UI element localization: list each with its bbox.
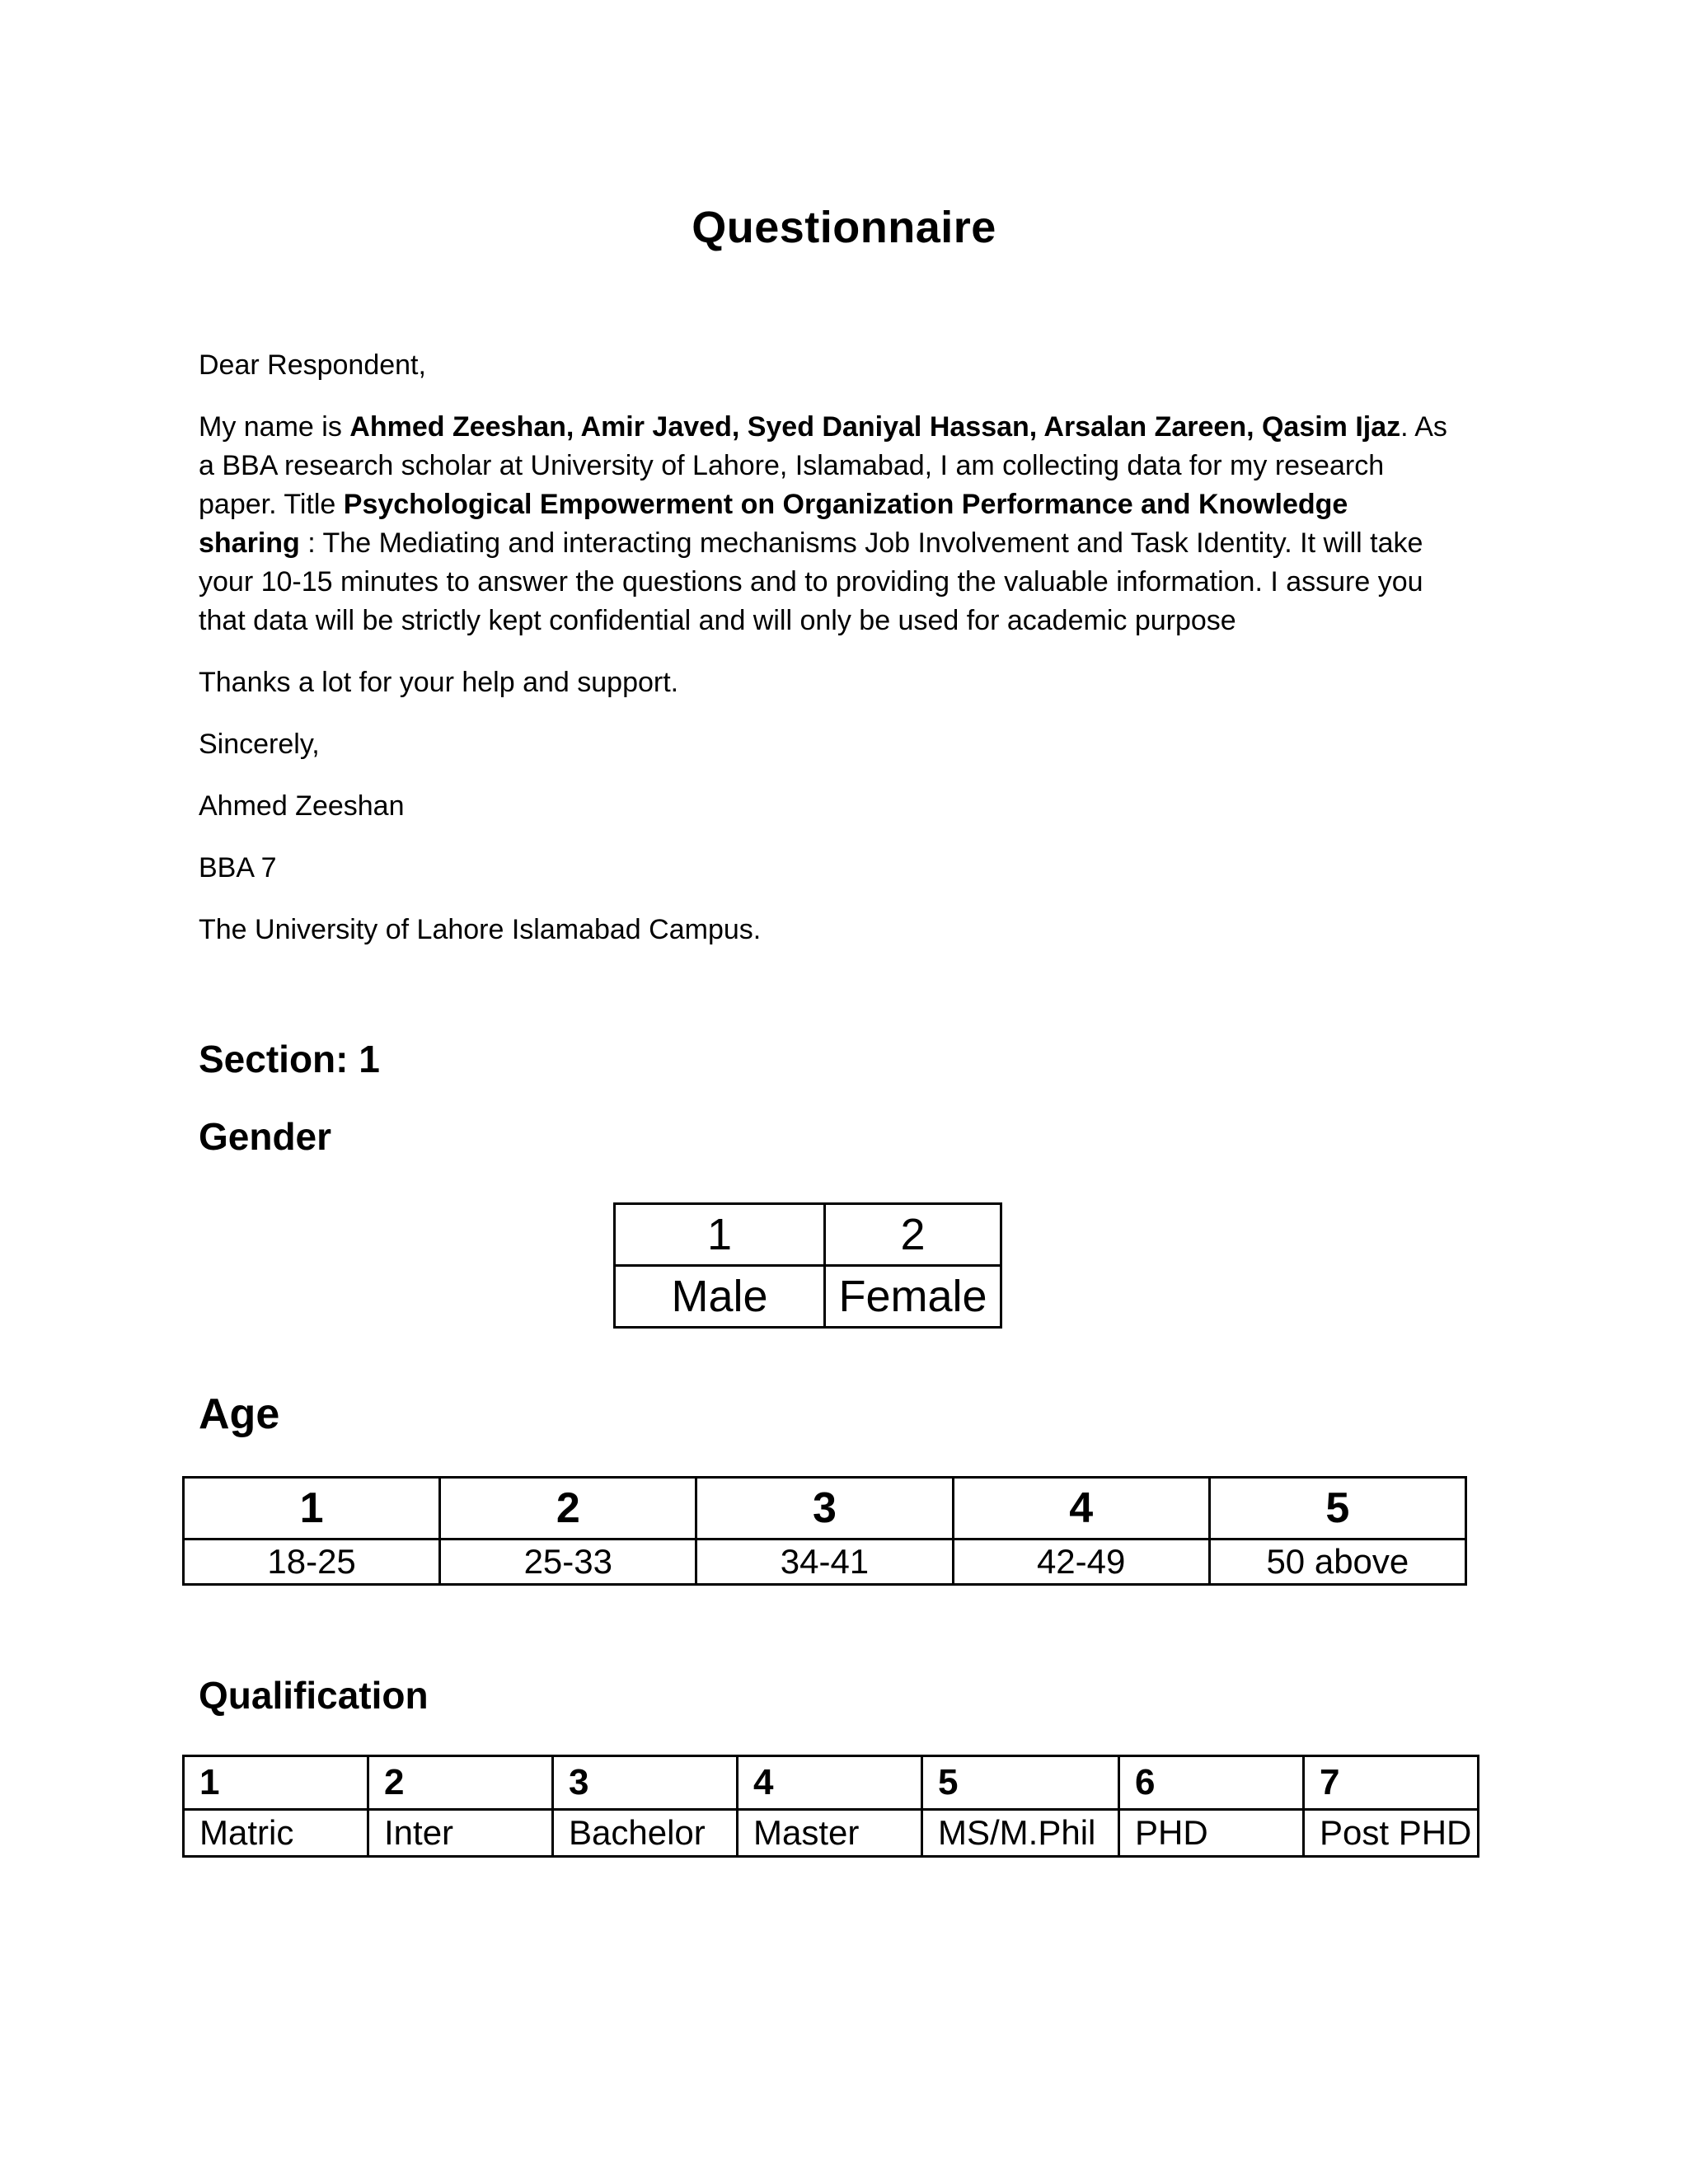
gender-code-cell[interactable]: 1 [615,1204,825,1266]
qualification-option-cell[interactable]: Inter [368,1810,553,1857]
gender-option-male[interactable]: Male [615,1266,825,1328]
paper-title: Psychological Empowerment on Organization Performance and Knowledge sharing [199,489,1348,559]
intro-paragraph [199,408,1451,640]
age-option-cell[interactable]: 25-33 [440,1540,696,1585]
age-code-cell[interactable]: 4 [953,1478,1209,1540]
age-option-cell[interactable]: 50 above [1209,1540,1465,1585]
qualification-option-cell[interactable]: PHD [1119,1810,1304,1857]
signature-campus: The University of Lahore Islamabad Campus. [199,914,762,945]
thanks-line: Thanks a lot for your help and support. [199,667,679,698]
qualification-code-cell[interactable]: 4 [738,1756,922,1810]
cover-letter [199,346,1451,972]
age-option-cell[interactable]: 18-25 [184,1540,440,1585]
salutation: Dear Respondent, [199,349,426,381]
researcher-names: Ahmed Zeeshan, Amir Javed, Syed Daniyal Hassan, Arsalan Zareen, Qasim Ijaz [349,411,1401,443]
qualification-table [182,1755,1479,1858]
age-code-cell[interactable]: 5 [1209,1478,1465,1540]
gender-heading: Gender [199,1115,332,1158]
age-code-cell[interactable]: 2 [440,1478,696,1540]
section-heading: Section: 1 [199,1038,380,1080]
gender-code-cell[interactable]: 2 [825,1204,1001,1266]
intro-middle: . As a BBA research scholar at University of Lahore, Islamabad, I am collecting data for my research paper. Title [199,411,1447,520]
qualification-heading: Qualification [199,1674,429,1717]
signature-class: BBA 7 [199,852,277,883]
gender-table [613,1202,1002,1329]
qualification-option-cell[interactable]: MS/M.Phil [922,1810,1119,1857]
age-code-cell[interactable]: 3 [696,1478,953,1540]
intro-lead: My name is [199,411,350,443]
gender-option-female[interactable]: Female [825,1266,1001,1328]
qualification-code-cell[interactable]: 1 [184,1756,368,1810]
age-table [182,1476,1467,1586]
age-heading: Age [199,1390,280,1438]
age-option-cell[interactable]: 34-41 [696,1540,953,1585]
qualification-code-cell[interactable]: 5 [922,1756,1119,1810]
page-title: Questionnaire [692,203,996,252]
closing-line: Sincerely, [199,729,320,760]
qualification-option-cell[interactable]: Post PHD [1304,1810,1479,1857]
signature-name: Ahmed Zeeshan [199,790,405,822]
age-code-cell[interactable]: 1 [184,1478,440,1540]
qualification-code-cell[interactable]: 7 [1304,1756,1479,1810]
qualification-code-cell[interactable]: 3 [553,1756,738,1810]
intro-rest: : The Mediating and interacting mechanisms Job Involvement and Task Identity. It will take your 10-15 minutes to answer the questions and to providing the valuable information. I assure you that data will be strictly kept confidential and will only be used for academic purpose [199,527,1423,636]
qualification-code-cell[interactable]: 6 [1119,1756,1304,1810]
age-option-cell[interactable]: 42-49 [953,1540,1209,1585]
qualification-option-cell[interactable]: Matric [184,1810,368,1857]
qualification-option-cell[interactable]: Master [738,1810,922,1857]
qualification-option-cell[interactable]: Bachelor [553,1810,738,1857]
qualification-code-cell[interactable]: 2 [368,1756,553,1810]
